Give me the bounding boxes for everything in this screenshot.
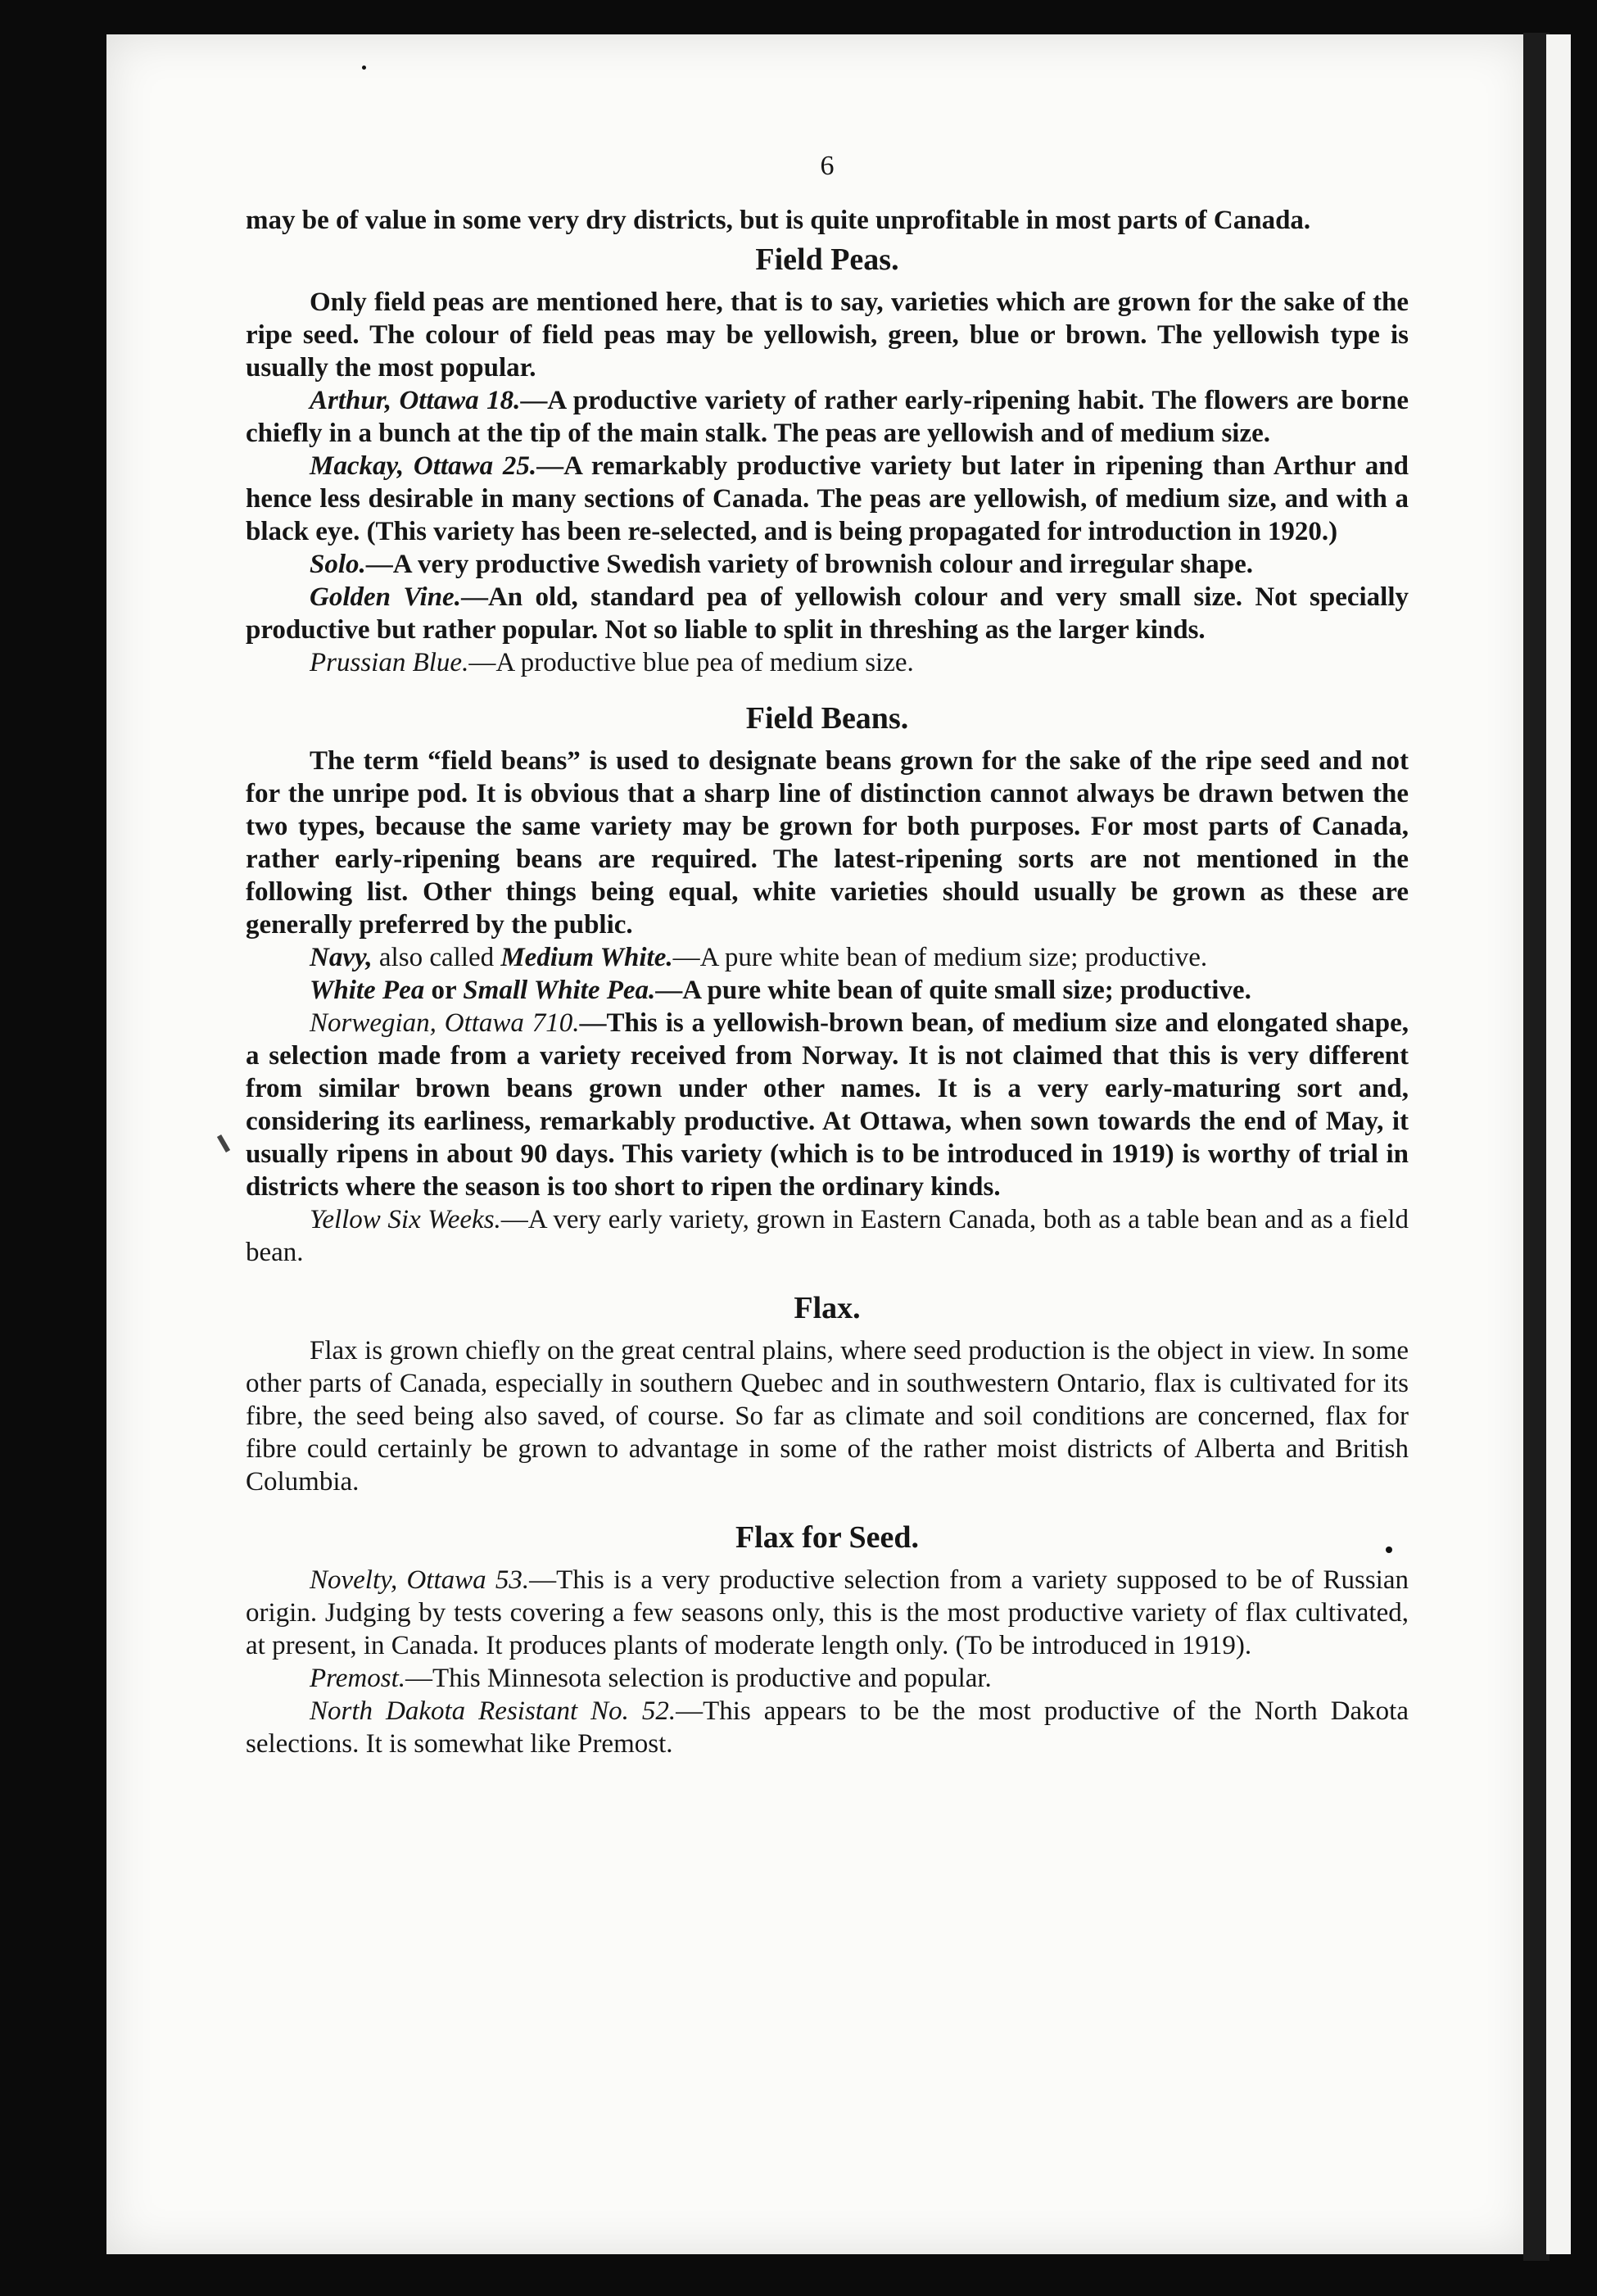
variety-description: —A very early variety, grown in Eastern Canada, both as a table bean and as a field bean.	[246, 1205, 1409, 1267]
variety-entry	[246, 941, 1409, 974]
variety-description: —A remarkably productive variety but later in ripening than Arthur and hence less desirable in many sections of Canada. The peas are yellowish, of medium size, and with a black eye. (This variety has been re-selected, and is being propagated for introduction in 1920.)	[246, 451, 1409, 546]
variety-entry	[246, 1662, 1409, 1695]
heading-field-beans: Field Beans.	[745, 701, 909, 736]
variety-entry	[246, 646, 1409, 679]
variety-entry	[246, 581, 1409, 646]
next-page-edge	[1546, 34, 1571, 2254]
variety-description: —This is a very productive selection from a variety supposed to be of Russian origin. Judging by tests covering a few seasons only, this is the most productive variety of flax cultivated, at present, in Canada. It produces plants of moderate length only. (To be introduced in 1919).	[246, 1565, 1409, 1660]
flax-intro: Flax is grown chiefly on the great central plains, where seed production is the object in view. In some other parts of Canada, especially in southern Quebec and in southwestern Ontario, flax is cultivated for its fibre, the seed being also saved, of course. So far as climate and soil conditions are concerned, flax for fibre could certainly be grown to advantage in some of the rather moist districts of Alberta and British Columbia.	[246, 1336, 1409, 1497]
page-number: 6	[820, 151, 835, 181]
variety-connector: also called	[372, 943, 501, 972]
heading-flax: Flax.	[794, 1291, 861, 1325]
variety-description: —A productive variety of rather early-ripening habit. The flowers are borne chiefly in a bunch at the tip of the main stalk. The peas are yellowish and of medium size.	[246, 386, 1409, 448]
variety-description: —This Minnesota selection is productive and popular.	[405, 1664, 992, 1693]
document-body	[246, 150, 1409, 1760]
variety-entry	[246, 1203, 1409, 1269]
variety-description: —An old, standard pea of yellowish colour and very small size. Not specially productive but rather popular. Not so liable to split in threshing as the larger kinds.	[246, 582, 1409, 645]
variety-alt-name: Small White Pea.	[463, 976, 656, 1005]
variety-entry	[246, 384, 1409, 450]
variety-entry	[246, 450, 1409, 548]
field-beans-intro: The term “field beans” is used to designate beans grown for the sake of the ripe seed and not for the unripe pod. It is obvious that a sharp line of distinction cannot always be drawn betwen the two types, because the same variety may be grown for both purposes. For most parts of Canada, rather early-ripening beans are required. The latest-ripening sorts are not mentioned in the following list. Other things being equal, white varieties should usually be grown as these are generally preferred by the public.	[246, 746, 1409, 940]
variety-name: Navy,	[310, 943, 373, 972]
variety-description: —A pure white bean of medium size; productive.	[672, 943, 1208, 972]
variety-connector: or	[424, 976, 464, 1005]
variety-description: —This is a yellowish-brown bean, of medium size and elongated shape, a selection made from a variety received from Norway. It is not claimed that this is very different from similar brown beans grown under other names. It is a very early-maturing sort and, considering its earliness, remarkably productive. At Ottawa, when sown towards the end of May, it usually ripens in about 90 days. This variety (which is to be introduced in 1919) is worthy of trial in districts where the season is too short to ripen the ordinary kinds.	[246, 1008, 1409, 1202]
variety-entry	[246, 1564, 1409, 1662]
variety-name: Arthur, Ottawa 18.	[310, 386, 521, 415]
variety-description: —This appears to be the most productive of the North Dakota selections. It is somewhat like Premost.	[246, 1696, 1409, 1759]
heading-field-peas: Field Peas.	[755, 242, 899, 277]
variety-name: Prussian Blue.	[310, 648, 469, 677]
variety-name: White Pea	[310, 976, 425, 1005]
field-peas-intro: Only field peas are mentioned here, that is to say, varieties which are grown for the sake of the ripe seed. The colour of field peas may be yellowish, green, blue or brown. The yellowish type is usually the most popular.	[246, 288, 1409, 383]
variety-name: Yellow Six Weeks.	[310, 1205, 501, 1234]
variety-name: Solo.	[310, 550, 366, 579]
variety-entry	[246, 1007, 1409, 1203]
variety-name: Norwegian, Ottawa 710.	[310, 1008, 580, 1038]
variety-name: Golden Vine.	[310, 582, 461, 612]
variety-entry	[246, 548, 1409, 581]
variety-name: North Dakota Resistant No. 52.	[310, 1696, 676, 1726]
variety-description: —A very productive Swedish variety of brownish colour and irregular shape.	[365, 550, 1254, 579]
variety-name: Novelty, Ottawa 53.	[310, 1565, 530, 1595]
variety-entry	[246, 974, 1409, 1007]
variety-name: Premost.	[310, 1664, 406, 1693]
variety-description: —A productive blue pea of medium size.	[468, 648, 914, 677]
variety-description: —A pure white bean of quite small size; productive.	[655, 976, 1251, 1005]
variety-name: Mackay, Ottawa 25.	[310, 451, 537, 481]
variety-alt-name: Medium White.	[500, 943, 673, 972]
heading-flax-for-seed: Flax for Seed.	[735, 1520, 920, 1555]
print-speck	[362, 66, 366, 70]
variety-entry	[246, 1695, 1409, 1760]
opening-paragraph: may be of value in some very dry districts, but is quite unprofitable in most parts of Canada.	[246, 206, 1311, 235]
